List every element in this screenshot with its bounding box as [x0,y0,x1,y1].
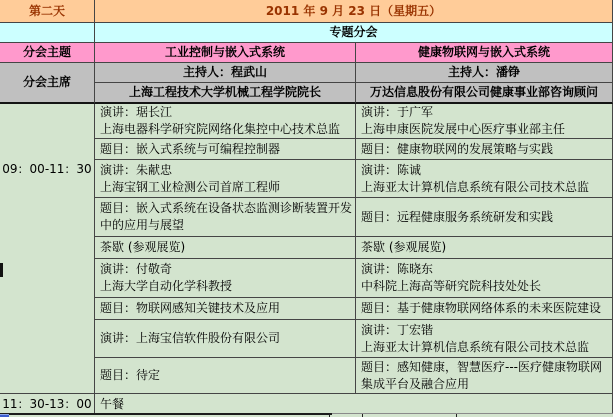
speaker-line: 演讲：朱献忠 [100,162,173,177]
tea-break-line: 茶歇 (参观展览) [100,240,186,254]
speaker-line: 演讲：付敬奇 [100,262,173,276]
date-cell: 2011 年 9 月 23 日（星期五） [95,0,613,23]
track1-topic-cell [95,298,356,320]
affiliation-line: 上海申康医院发展中心医疗事业部主任 [361,122,566,136]
affiliation-line: 上海宝钢工业检测公司首席工程师 [100,179,281,194]
track2-topic-cell [356,358,613,394]
speaker-line: 演讲：丁宏锴 [361,322,434,337]
track1-topic-cell [95,358,356,394]
morning-time-cell [0,104,95,394]
bottom-thick-border [0,413,332,415]
track2-topic-cell [356,139,613,160]
topic-line: 题目：嵌入式系统与可编程控制器 [100,141,281,156]
track2-speaker-cell [356,160,613,198]
topic-line: 题目：嵌入式系统在设备状态监测诊断装置开发中的应用与展望 [100,201,353,232]
affiliation-line: 中科院上海高等研究院科技处处长 [361,279,542,293]
track2-speaker-cell [356,320,613,358]
track2-topic-cell [356,298,613,320]
day-cell: 第二天 [0,0,95,23]
track1-chair-affiliation-cell: 上海工程技术大学机械工程学院院长 [95,83,356,104]
track2-chair-affiliation-cell: 万达信息股份有限公司健康事业部咨询顾问 [356,83,613,104]
chair-label-cell: 分会主席 [0,63,95,104]
affiliation-line: 上海亚太计算机信息系统有限公司技术总监 [361,179,590,194]
track2-chair-cell: 主持人：潘铮 [356,63,613,83]
topic-line: 题目：感知健康，智慧医疗---医疗健康物联网集成平台及融合应用 [361,359,602,391]
theme-label-cell: 分会主题 [0,43,95,63]
session-banner-cell: 专题分会 [95,23,613,43]
banner-empty-cell [0,23,95,43]
topic-line: 题目：待定 [100,368,161,382]
track2-theme-cell: 健康物联网与嵌入式系统 [356,43,613,63]
topic-line: 题目：远程健康服务系统研发和实践 [361,209,554,224]
speaker-line: 演讲：于广军 [361,105,434,119]
track2-tea-break-cell [356,237,613,259]
track2-topic-cell [356,198,613,237]
morning-time-label: 09：00-11：30 [2,162,92,176]
lunch-time-cell: 11：30-13：00 [0,394,95,414]
bottom-thin-border [332,413,613,414]
track2-speaker-cell [356,104,613,139]
speaker-line: 演讲：陈晓东 [361,262,434,276]
track1-chair-cell: 主持人：程武山 [95,63,356,83]
lunch-cell [95,394,613,414]
track1-topic-cell [95,198,356,237]
track2-speaker-cell [356,259,613,298]
topic-line: 题目：健康物联网的发展策略与实践 [361,141,554,156]
track1-tea-break-cell [95,237,356,259]
affiliation-line: 上海大学自动化学科教授 [100,279,233,293]
track1-speaker-cell [95,160,356,198]
topic-line: 题目：物联网感知关键技术及应用 [100,301,281,315]
track1-speaker-cell [95,104,356,139]
cursor-artifact [0,263,3,277]
speaker-line: 演讲：上海宝信软件股份有限公司 [100,331,281,345]
affiliation-line: 上海亚太计算机信息系统有限公司技术总监 [361,339,590,354]
lunch-label: 午餐 [100,396,125,411]
track1-topic-cell [95,139,356,160]
track1-theme-cell: 工业控制与嵌入式系统 [95,43,356,63]
track1-speaker-cell [95,320,356,358]
speaker-line: 演讲：琚长江 [100,105,173,119]
topic-line: 题目：基于健康物联网络体系的未来医院建设 [361,301,602,315]
speaker-line: 演讲：陈诚 [361,162,422,177]
affiliation-line: 上海电器科学研究院网络化集控中心技术总监 [100,122,341,136]
track1-speaker-cell [95,259,356,298]
tea-break-line: 茶歇 (参观展览) [361,240,447,254]
